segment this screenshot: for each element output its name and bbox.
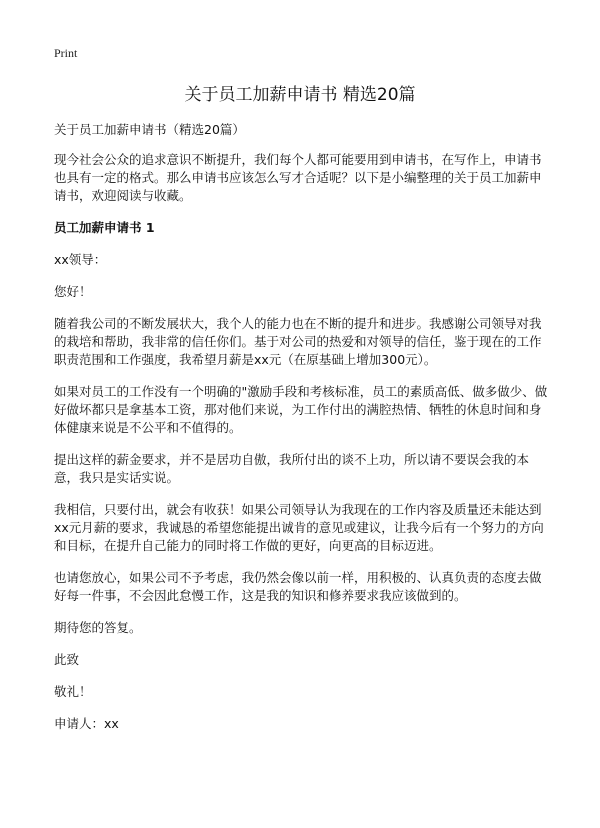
body-paragraph: 提出这样的薪金要求，并不是居功自傲，我所付出的谈不上功，所以请不要误会我的本意，我只是实话实说。 xyxy=(54,452,530,485)
signature: 申请人：xx xyxy=(54,716,119,731)
greeting: 您好！ xyxy=(54,284,92,299)
print-label: Print xyxy=(54,46,78,60)
body-paragraph: 如果对员工的工作没有一个明确的"激励手段和考核标准，员工的素质高低、做多做少、做好做坏都只是拿基本工资，那对他们来说，为工作付出的满腔热情、牺牲的休息时间和身体健康来说是不公平和不值得的。 xyxy=(54,384,548,435)
document-body xyxy=(54,121,550,747)
closing-hope: 期待您的答复。 xyxy=(54,620,142,635)
body-paragraph: 随着我公司的不断发展状大，我个人的能力也在不断的提升和进步。我感谢公司领导对我的栽培和帮助，我非常的信任你们。基于对公司的热爱和对领导的信任，鉴于现在的工作职责范围和工作强度，我希望月薪是xx元（在原基础上增加300元）。 xyxy=(54,316,542,367)
salutation: xx领导： xyxy=(54,252,107,267)
section-heading: 员工加薪申请书 1 xyxy=(54,220,155,235)
body-paragraph: 也请您放心，如果公司不予考虑，我仍然会像以前一样，用积极的、认真负责的态度去做好每一件事，不会因此怠慢工作，这是我的知识和修养要求我应该做到的。 xyxy=(54,570,542,603)
document-subtitle: 关于员工加薪申请书（精选20篇） xyxy=(54,122,245,137)
intro-paragraph: 现今社会公众的追求意识不断提升，我们每个人都可能要用到申请书，在写作上，申请书也具有一定的格式。那么申请书应该怎么写才合适呢？以下是小编整理的关于员工加薪申请书，欢迎阅读与收藏。 xyxy=(54,152,542,203)
closing-zhi: 此致 xyxy=(54,652,80,667)
body-paragraph: 我相信，只要付出，就会有收获！如果公司领导认为我现在的工作内容及质量还未能达到xx元月薪的要求，我诚恳的希望您能提出诚肯的意见或建议，让我今后有一个努力的方向和目标，在提升自己能力的同时将工作做的更好，向更高的目标迈进。 xyxy=(54,502,544,553)
page-title: 关于员工加薪申请书 精选20篇 xyxy=(184,85,416,105)
closing-li: 敬礼！ xyxy=(54,684,92,699)
